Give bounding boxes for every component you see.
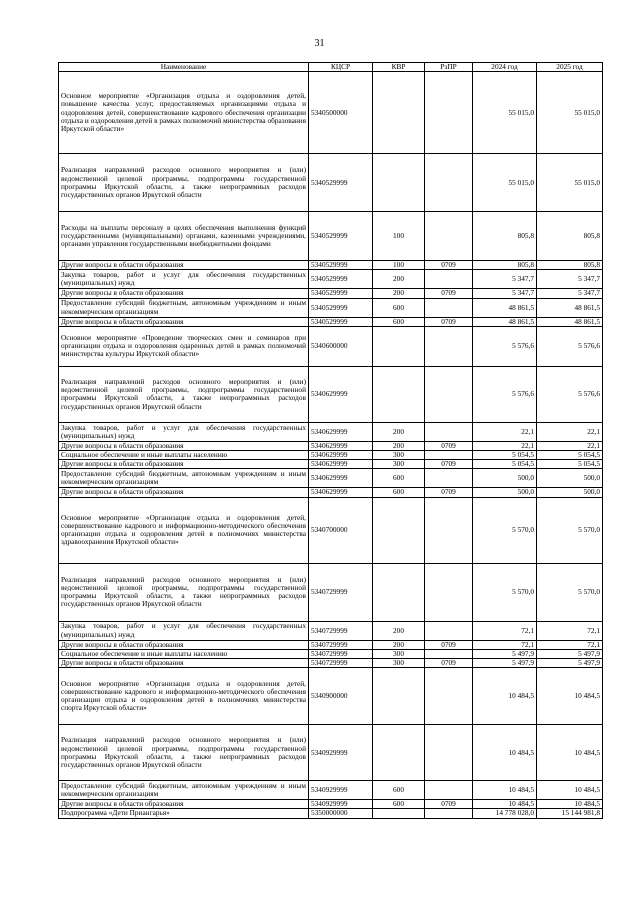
cell-2024: 55 015,0 (473, 154, 537, 212)
cell-2024: 5 576,6 (473, 326, 537, 366)
cell-kvr: 600 (373, 469, 425, 488)
cell-2025: 805,8 (537, 261, 603, 270)
cell-rzpr: 0709 (425, 640, 473, 649)
cell-name: Основное мероприятие «Проведение творческих смен и семинаров при организации отдыха и оздоровления одаренных детей в рамках полномочий министерства культуры Иркутской области» (59, 326, 309, 366)
cell-rzpr (425, 72, 473, 154)
cell-kvr: 300 (373, 460, 425, 469)
table-row (59, 488, 603, 497)
cell-kvr (373, 563, 425, 621)
cell-2025: 500,0 (537, 488, 603, 497)
cell-2025: 5 576,6 (537, 326, 603, 366)
cell-rzpr: 0709 (425, 800, 473, 809)
cell-code: 5340929999 (309, 725, 373, 781)
cell-rzpr (425, 212, 473, 261)
cell-rzpr: 0709 (425, 460, 473, 469)
cell-kvr: 600 (373, 317, 425, 326)
cell-2025: 5 497,9 (537, 659, 603, 668)
cell-code: 5340629999 (309, 469, 373, 488)
cell-rzpr: 0709 (425, 289, 473, 298)
cell-2025: 48 861,5 (537, 298, 603, 317)
cell-kvr: 300 (373, 451, 425, 460)
page-number: 31 (314, 38, 325, 49)
cell-rzpr (425, 154, 473, 212)
cell-2024: 72,1 (473, 640, 537, 649)
cell-rzpr: 0709 (425, 441, 473, 450)
cell-2024: 14 778 028,0 (473, 809, 537, 818)
cell-2025: 22,1 (537, 441, 603, 450)
cell-code: 5340700000 (309, 497, 373, 563)
cell-kvr (373, 809, 425, 818)
cell-2024: 10 484,5 (473, 725, 537, 781)
cell-rzpr (425, 469, 473, 488)
table-row (59, 659, 603, 668)
cell-code: 5340500000 (309, 72, 373, 154)
cell-rzpr (425, 781, 473, 800)
cell-code: 5340529999 (309, 270, 373, 289)
table-row (59, 668, 603, 725)
table-row (59, 497, 603, 563)
table-row (59, 640, 603, 649)
cell-name: Закупка товаров, работ и услуг для обеспечения государственных (муниципальных) нужд (59, 621, 309, 640)
cell-rzpr: 0709 (425, 659, 473, 668)
cell-rzpr: 0709 (425, 317, 473, 326)
cell-name: Основное мероприятие «Организация отдыха и оздоровления детей, совершенствование кадрового и информационно-методического обеспечения организации отдыха и оздоровления детей в полномочиях министерства спорта Иркутской области» (59, 668, 309, 725)
header-2025: 2025 год (537, 63, 603, 72)
cell-kvr: 600 (373, 298, 425, 317)
cell-kvr (373, 326, 425, 366)
cell-name: Основное мероприятие «Организация отдыха и оздоровления детей, совершенствование кадрового и информационно-методического обеспечения организации отдыха и оздоровления детей в полномочиях министерства здравоохранения Иркутской области» (59, 497, 309, 563)
table-row (59, 422, 603, 441)
cell-2025: 15 144 981,8 (537, 809, 603, 818)
table-row (59, 154, 603, 212)
cell-2025: 5 054,5 (537, 451, 603, 460)
cell-code: 5340729999 (309, 649, 373, 658)
cell-2024: 5 570,0 (473, 497, 537, 563)
cell-2025: 5 497,9 (537, 649, 603, 658)
cell-name: Расходы на выплаты персоналу в целях обеспечения выполнения функций государственными (муниципальными) органами, казенными учреждениями, органами управления государственными внебюджетными фондами (59, 212, 309, 261)
cell-rzpr (425, 668, 473, 725)
cell-name: Другие вопросы в области образования (59, 441, 309, 450)
table-header (59, 63, 603, 72)
cell-kvr (373, 725, 425, 781)
table-row (59, 317, 603, 326)
cell-2024: 10 484,5 (473, 781, 537, 800)
cell-name: Социальное обеспечение и иные выплаты населению (59, 451, 309, 460)
cell-code: 5340529999 (309, 261, 373, 270)
cell-code: 5340529999 (309, 298, 373, 317)
cell-code: 5340729999 (309, 640, 373, 649)
table-row (59, 460, 603, 469)
cell-code: 5340629999 (309, 441, 373, 450)
cell-2024: 5 054,5 (473, 451, 537, 460)
cell-code: 5340729999 (309, 659, 373, 668)
cell-name: Другие вопросы в области образования (59, 488, 309, 497)
cell-2024: 500,0 (473, 469, 537, 488)
cell-rzpr (425, 621, 473, 640)
cell-2024: 10 484,5 (473, 800, 537, 809)
cell-name: Предоставление субсидий бюджетным, автономным учреждениям и иным некоммерческим организациям (59, 298, 309, 317)
cell-code: 5340629999 (309, 422, 373, 441)
cell-kvr (373, 668, 425, 725)
cell-name: Подпрограмма «Дети Приангарья» (59, 809, 309, 818)
cell-code: 5340529999 (309, 289, 373, 298)
budget-table (58, 62, 603, 819)
header-row (59, 63, 603, 72)
cell-2024: 5 497,9 (473, 649, 537, 658)
cell-name: Реализация направлений расходов основного мероприятия и (или) ведомственной целевой программы, подпрограммы государственной программы Иркутской области, а также непрограммных расходов государственных органов Иркутской области (59, 563, 309, 621)
cell-kvr: 600 (373, 800, 425, 809)
cell-2025: 5 347,7 (537, 289, 603, 298)
cell-2024: 10 484,5 (473, 668, 537, 725)
cell-code: 5340900000 (309, 668, 373, 725)
table-row (59, 212, 603, 261)
cell-2025: 5 054,5 (537, 460, 603, 469)
table-row (59, 270, 603, 289)
cell-kvr (373, 154, 425, 212)
cell-code: 5340629999 (309, 366, 373, 422)
cell-kvr: 300 (373, 649, 425, 658)
cell-name: Реализация направлений расходов основного мероприятия и (или) ведомственной целевой программы, подпрограммы государственной программы Иркутской области, а также непрограммных расходов государственных органов Иркутской области (59, 154, 309, 212)
cell-code: 5340629999 (309, 488, 373, 497)
cell-kvr: 200 (373, 621, 425, 640)
table-row (59, 298, 603, 317)
cell-2024: 5 054,5 (473, 460, 537, 469)
table-row (59, 563, 603, 621)
cell-rzpr (425, 725, 473, 781)
cell-name: Закупка товаров, работ и услуг для обеспечения государственных (муниципальных) нужд (59, 270, 309, 289)
cell-2025: 500,0 (537, 469, 603, 488)
table-row (59, 326, 603, 366)
cell-name: Другие вопросы в области образования (59, 640, 309, 649)
cell-2024: 5 570,0 (473, 563, 537, 621)
header-name: Наименование (59, 63, 309, 72)
cell-2025: 48 861,5 (537, 317, 603, 326)
cell-name: Реализация направлений расходов основного мероприятия и (или) ведомственной целевой программы, подпрограммы государственной программы Иркутской области, а также непрограммных расходов государственных органов Иркутской области (59, 366, 309, 422)
cell-name: Другие вопросы в области образования (59, 800, 309, 809)
cell-name: Предоставление субсидий бюджетным, автономным учреждениям и иным некоммерческим организациям (59, 781, 309, 800)
cell-code: 5340629999 (309, 451, 373, 460)
cell-2024: 48 861,5 (473, 298, 537, 317)
cell-rzpr (425, 497, 473, 563)
cell-name: Социальное обеспечение и иные выплаты населению (59, 649, 309, 658)
cell-rzpr (425, 366, 473, 422)
cell-2024: 22,1 (473, 441, 537, 450)
cell-rzpr (425, 422, 473, 441)
cell-kvr: 200 (373, 422, 425, 441)
cell-code: 5340929999 (309, 800, 373, 809)
cell-code: 5340600000 (309, 326, 373, 366)
table-body (59, 72, 603, 818)
cell-rzpr (425, 563, 473, 621)
cell-name: Другие вопросы в области образования (59, 261, 309, 270)
table-row (59, 809, 603, 818)
cell-2025: 805,8 (537, 212, 603, 261)
cell-name: Другие вопросы в области образования (59, 659, 309, 668)
cell-name: Другие вопросы в области образования (59, 460, 309, 469)
cell-code: 5350000000 (309, 809, 373, 818)
cell-rzpr (425, 809, 473, 818)
cell-2025: 72,1 (537, 640, 603, 649)
cell-2025: 5 347,7 (537, 270, 603, 289)
table-row (59, 261, 603, 270)
cell-rzpr: 0709 (425, 488, 473, 497)
cell-name: Другие вопросы в области образования (59, 289, 309, 298)
cell-2025: 55 015,0 (537, 72, 603, 154)
cell-code: 5340629999 (309, 460, 373, 469)
cell-kvr: 100 (373, 261, 425, 270)
cell-2024: 5 576,6 (473, 366, 537, 422)
cell-2024: 5 497,9 (473, 659, 537, 668)
cell-2025: 10 484,5 (537, 781, 603, 800)
cell-name: Закупка товаров, работ и услуг для обеспечения государственных (муниципальных) нужд (59, 422, 309, 441)
cell-kvr (373, 366, 425, 422)
cell-name: Другие вопросы в области образования (59, 317, 309, 326)
header-kvr: КВР (373, 63, 425, 72)
table-row (59, 366, 603, 422)
cell-2024: 500,0 (473, 488, 537, 497)
cell-2024: 72,1 (473, 621, 537, 640)
cell-code: 5340529999 (309, 317, 373, 326)
cell-2024: 805,8 (473, 261, 537, 270)
cell-2025: 22,1 (537, 422, 603, 441)
cell-kvr (373, 72, 425, 154)
cell-kvr: 200 (373, 270, 425, 289)
cell-kvr: 600 (373, 781, 425, 800)
table-row (59, 725, 603, 781)
header-2024: 2024 год (473, 63, 537, 72)
cell-name: Основное мероприятие «Организация отдыха и оздоровления детей, повышение качества услуг, предоставляемых организациями отдыха и оздоровления детей, совершенствование кадрового обеспечения организации отдыха и оздоровления детей в рамках полномочий министерства образования Иркутской области» (59, 72, 309, 154)
cell-2024: 22,1 (473, 422, 537, 441)
cell-rzpr (425, 326, 473, 366)
cell-code: 5340729999 (309, 621, 373, 640)
cell-rzpr: 0709 (425, 261, 473, 270)
cell-2024: 5 347,7 (473, 270, 537, 289)
cell-code: 5340529999 (309, 154, 373, 212)
cell-2024: 5 347,7 (473, 289, 537, 298)
cell-kvr: 600 (373, 488, 425, 497)
cell-2025: 10 484,5 (537, 725, 603, 781)
table-row (59, 72, 603, 154)
cell-name: Реализация направлений расходов основного мероприятия и (или) ведомственной целевой программы, подпрограммы государственной программы Иркутской области, а также непрограммных расходов государственных органов Иркутской области (59, 725, 309, 781)
cell-2025: 72,1 (537, 621, 603, 640)
cell-code: 5340929999 (309, 781, 373, 800)
cell-kvr: 300 (373, 659, 425, 668)
table-row (59, 469, 603, 488)
cell-2025: 5 576,6 (537, 366, 603, 422)
cell-2024: 805,8 (473, 212, 537, 261)
cell-kvr: 100 (373, 212, 425, 261)
cell-2024: 48 861,5 (473, 317, 537, 326)
cell-kvr: 200 (373, 441, 425, 450)
cell-2025: 5 570,0 (537, 497, 603, 563)
header-rzpr: РзПР (425, 63, 473, 72)
cell-2025: 55 015,0 (537, 154, 603, 212)
table-row (59, 781, 603, 800)
cell-kvr: 200 (373, 289, 425, 298)
header-code: КЦСР (309, 63, 373, 72)
cell-kvr (373, 497, 425, 563)
cell-rzpr (425, 270, 473, 289)
cell-rzpr (425, 298, 473, 317)
cell-code: 5340529999 (309, 212, 373, 261)
cell-kvr: 200 (373, 640, 425, 649)
cell-2024: 55 015,0 (473, 72, 537, 154)
cell-2025: 10 484,5 (537, 668, 603, 725)
cell-code: 5340729999 (309, 563, 373, 621)
table-row (59, 289, 603, 298)
table-row (59, 621, 603, 640)
cell-2025: 5 570,0 (537, 563, 603, 621)
cell-name: Предоставление субсидий бюджетным, автономным учреждениям и иным некоммерческим организациям (59, 469, 309, 488)
cell-2025: 10 484,5 (537, 800, 603, 809)
